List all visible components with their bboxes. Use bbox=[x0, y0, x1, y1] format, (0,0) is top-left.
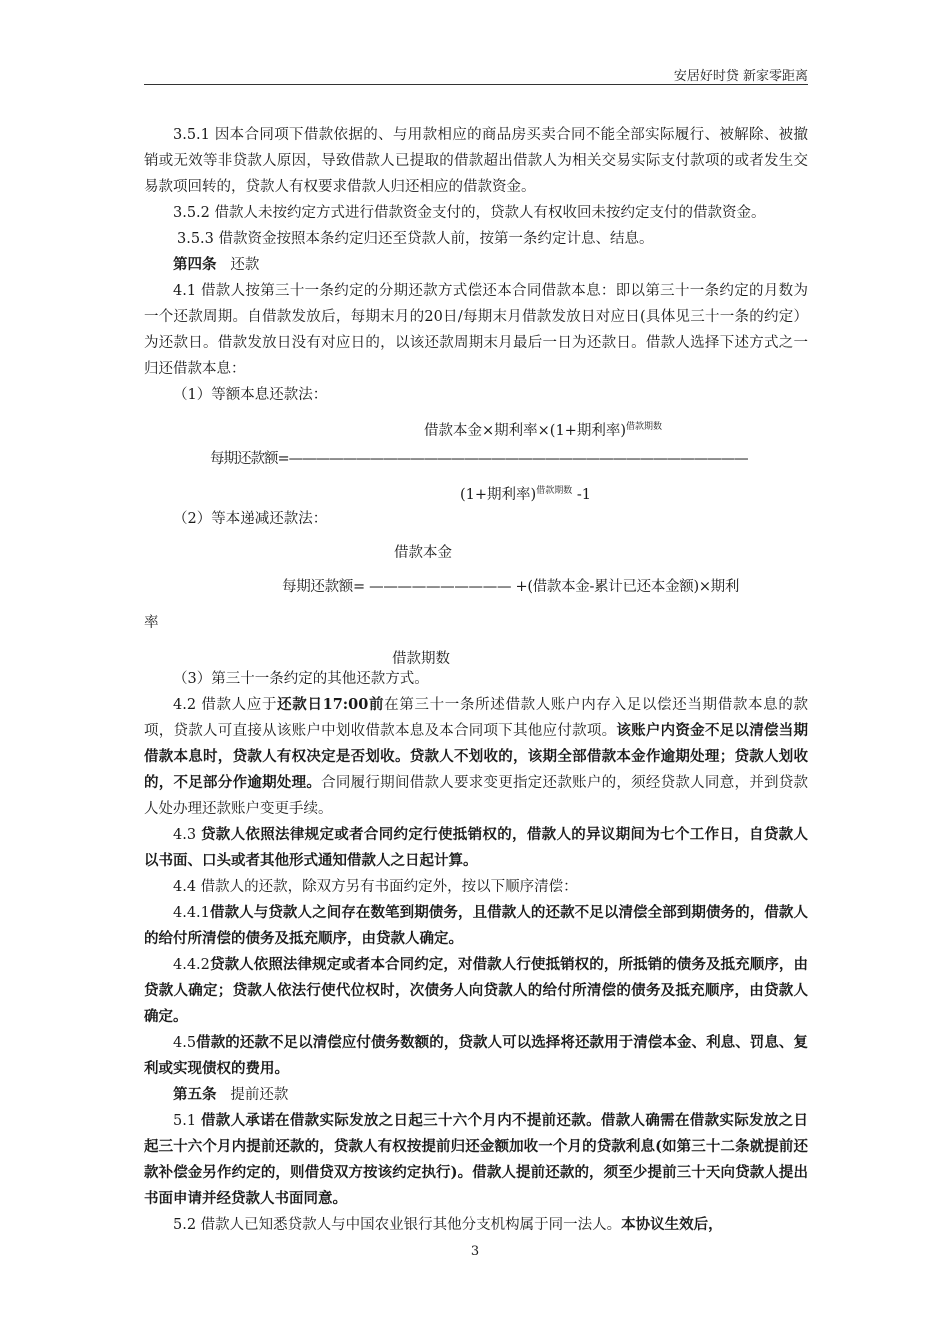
article-4-number: 第四条 bbox=[173, 256, 217, 273]
article-5-number: 第五条 bbox=[173, 1086, 217, 1103]
formula-2-wrap-text: 率 bbox=[144, 615, 159, 631]
clause-4-2: 4.2 借款人应于还款日17:00前在第三十一条所述借款人账户内存入足以偿还当期借款本息的款项，贷款人可直接从该账户中划收借款本息及本合同项下其他应付款项。该账户内资金不足以清偿当期借款本息时，贷款人有权决定是否划收。贷款人不划收的，该期全部借款本金作逾期处理；贷款人划收的，不足部分作逾期处理。合同履行期间借款人要求变更指定还款账户的，须经贷款人同意，并到贷款人处办理还款账户变更手续。 bbox=[144, 696, 809, 817]
header-text: 安居好时贷 新家零距离 bbox=[673, 69, 808, 84]
formula-1-denominator-exponent: 借款期数 bbox=[536, 486, 573, 496]
clause-4-4-2: 4.4.2贷款人依照法律规定或者本合同约定，对借款人行使抵销权的，所抵销的债务及抵充顺序，由贷款人确定；贷款人依法行使代位权时，次债务人向贷款人的给付所清偿的债务及抵充顺序，由贷款人确定。 bbox=[144, 956, 808, 1025]
clause-4-2-bold: 该账户内资金不足以清偿当期借款本息时，贷款人有权决定是否划收。贷款人不划收的，该期全部借款本金作逾期处理；贷款人划收的，不足部分作逾期处理。 bbox=[144, 722, 809, 791]
article-4-title: 还款 bbox=[230, 257, 260, 273]
formula-2-label: 每期还款额= —————————— +(借款本金-累计已还本金额)×期利 bbox=[282, 579, 740, 595]
page-number: 3 bbox=[470, 1244, 480, 1259]
article-5-title: 提前还款 bbox=[230, 1087, 289, 1103]
clause-3-5-1: 3.5.1 因本合同项下借款依据的、与用款相应的商品房买卖合同不能全部实际履行、被解除、被撤销或无效等非贷款人原因，导致借款人已提取的借款超出借款人为相关交易实际支付款项的或者发生交易款项回转的，贷款人有权要求借款人归还相应的借款资金。 bbox=[144, 127, 808, 195]
clause-3-5-2: 3.5.2 借款人未按约定方式进行借款资金支付的，贷款人有权收回未按约定支付的借款资金。 bbox=[173, 205, 766, 221]
method-2-heading: （2）等本递减还款法： bbox=[173, 511, 328, 527]
formula-1-denominator bbox=[144, 478, 808, 504]
formula-2-denominator-text: 借款期数 bbox=[392, 651, 450, 667]
formula-2-numerator-text: 借款本金 bbox=[394, 545, 452, 561]
clause-5-1: 5.1 借款人承诺在借款实际发放之日起三十六个月内不提前还款。借款人确需在借款实际发放之日起三十六个月内提前还款的，贷款人有权按提前归还金额加收一个月的贷款利息(如第三十二条就提前还款补偿金另作约定的，则借贷双方按该约定执行)。借款人提前还款的，须至少提前三十天向贷款人提出书面申请并经贷款人书面同意。 bbox=[144, 1112, 808, 1207]
formula-2-denominator bbox=[144, 646, 808, 672]
clause-4-4-1: 4.4.1借款人与贷款人之间存在数笔到期债务，且借款人的还款不足以清偿全部到期债务的，借款人的给付所清偿的债务及抵充顺序，由贷款人确定。 bbox=[144, 904, 808, 947]
article-5-heading bbox=[144, 1082, 808, 1108]
document-body bbox=[144, 122, 808, 1238]
formula-1-numerator bbox=[144, 414, 808, 440]
formula-2-line bbox=[144, 574, 808, 600]
article-4-heading bbox=[144, 252, 808, 278]
clause-4-4: 4.4 借款人的还款，除双方另有书面约定外，按以下顺序清偿： bbox=[173, 879, 578, 895]
clause-4-3: 4.3 贷款人依照法律规定或者合同约定行使抵销权的，借款人的异议期间为七个工作日，自贷款人以书面、口头或者其他形式通知借款人之日起计算。 bbox=[144, 826, 808, 869]
header-divider bbox=[144, 84, 808, 85]
clause-4-1: 4.1 借款人按第三十一条约定的分期还款方式偿还本合同借款本息：即以第三十一条约定的月数为一个还款周期。自借款发放后，每期末月的20日/每期末月借款发放日对应日(具体见三十一条的约定）为还款日。借款发放日没有对应日的，以该还款周期末月最后一日为还款日。借款人选择下述方式之一归还借款本息： bbox=[144, 283, 808, 377]
formula-2-numerator bbox=[144, 540, 808, 566]
formula-1-numerator-text: 借款本金×期利率×(1+期利率)$^{借款期数}$ bbox=[424, 422, 663, 439]
formula-1-numerator-exponent: 借款期数 bbox=[626, 422, 663, 432]
clause-5-2: 5.2 借款人已知悉贷款人与中国农业银行其他分支机构属于同一法人。本协议生效后， bbox=[173, 1216, 723, 1233]
clause-4-2-deadline: 还款日17:00前 bbox=[277, 696, 385, 713]
method-1-heading: （1）等额本息还款法： bbox=[173, 387, 328, 403]
formula-1-label: 每期还款额=—————————————————————————————————— bbox=[210, 451, 748, 467]
clause-4-5: 4.5借款的还款不足以清偿应付债务数额的，贷款人可以选择将还款用于清偿本金、利息、罚息、复利或实现债权的费用。 bbox=[144, 1034, 808, 1077]
formula-1-denominator-text: (1+期利率)$^{借款期数}$ -1 bbox=[460, 486, 591, 503]
formula-2-wrap bbox=[144, 610, 808, 636]
method-3-heading: （3）第三十一条约定的其他还款方式。 bbox=[173, 671, 429, 687]
formula-1-line bbox=[144, 446, 808, 472]
clause-3-5-3: 3.5.3 借款资金按照本条约定归还至贷款人前，按第一条约定计息、结息。 bbox=[177, 231, 654, 247]
